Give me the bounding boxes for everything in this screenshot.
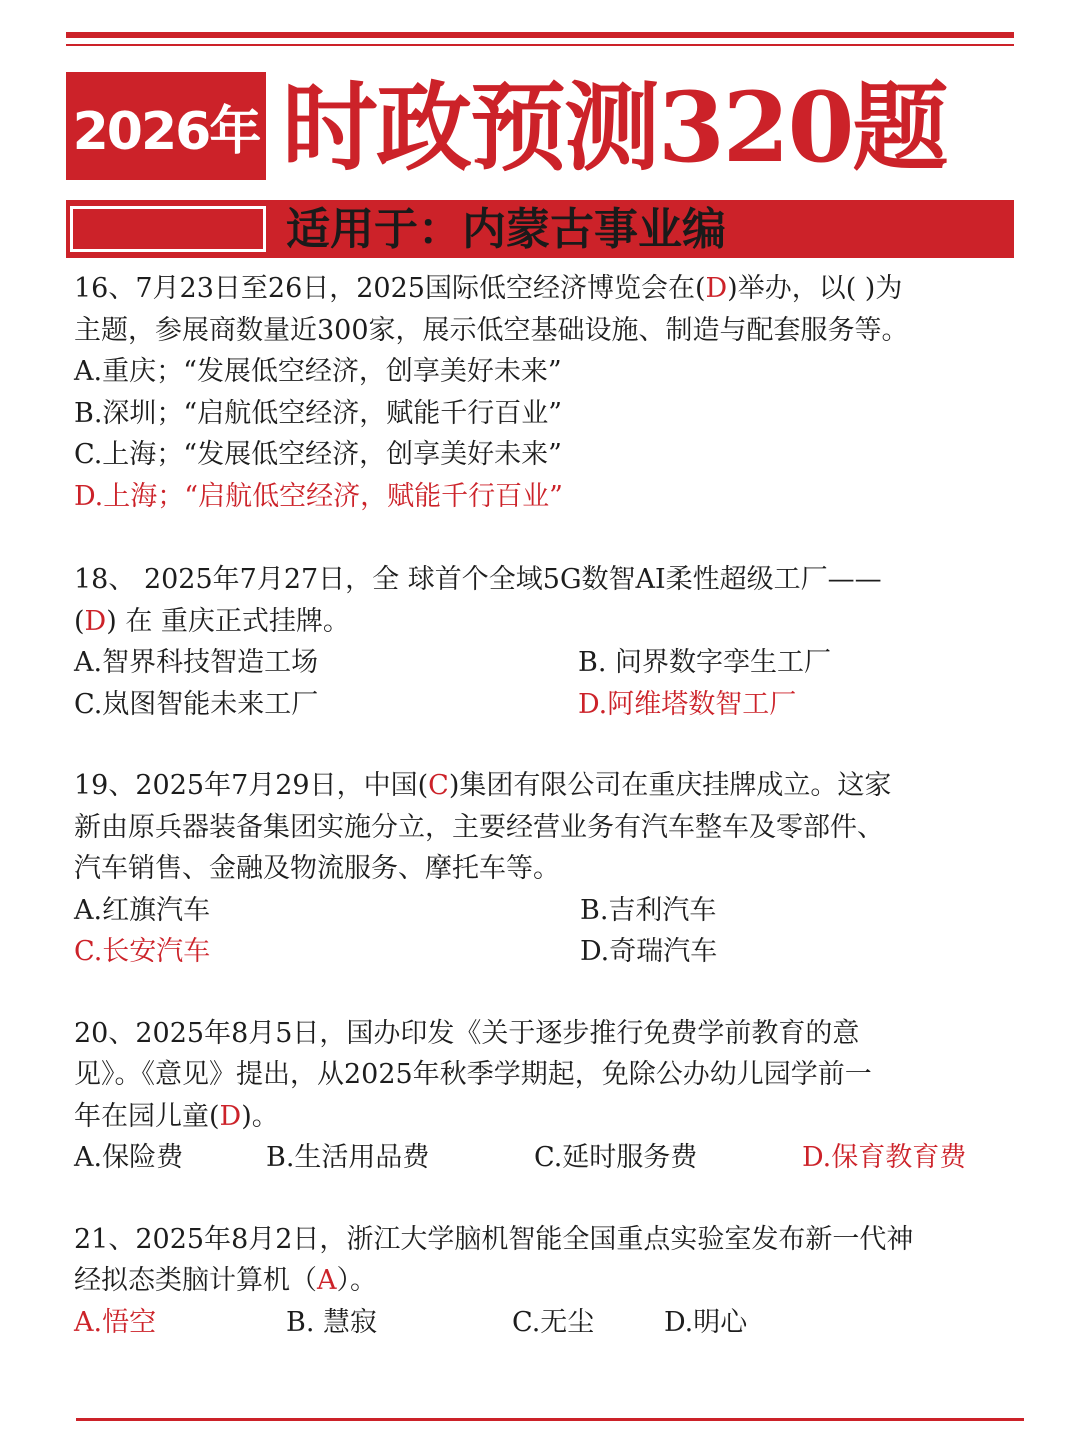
- year-badge: 2026年: [66, 72, 266, 180]
- question-text-line: 16、7月23日至26日，2025国际低空经济博览会在(D)举办，以( )为: [74, 273, 903, 304]
- answer-mark: D: [705, 273, 728, 304]
- subtitle-label: 适用于：内蒙古事业编: [286, 204, 726, 255]
- option-b: B. 慧寂: [286, 1306, 378, 1338]
- question-text-line: 年在园儿童(D)。: [74, 1100, 279, 1132]
- answer-mark: D: [84, 605, 107, 637]
- option-row: [74, 642, 1024, 684]
- spacer: [74, 1179, 1024, 1219]
- page-title: 时政预测320题: [282, 71, 947, 184]
- spacer: [74, 517, 1024, 559]
- option-a: A.红旗汽车: [74, 894, 211, 926]
- question-text-line: 新由原兵器装备集团实施分立，主要经营业务有汽车整车及零部件、: [74, 811, 884, 843]
- question-list: [74, 268, 1024, 1343]
- option-a: A.重庆；“发展低空经济，创享美好未来”: [74, 356, 562, 387]
- option-d-correct: D.上海；“启航低空经济，赋能千行百业”: [74, 480, 563, 512]
- question-text-line: (D) 在 重庆正式挂牌。: [74, 605, 350, 637]
- option-b: B.生活用品费: [266, 1142, 430, 1173]
- option-a: A.智界科技智造工场: [74, 647, 319, 678]
- option-c: C.上海；“发展低空经济，创享美好未来”: [74, 439, 562, 470]
- spacer: [74, 725, 1024, 765]
- option-d-correct: D.阿维塔数智工厂: [578, 688, 797, 720]
- question-text-line: 见》。《意见》提出，从2025年秋季学期起，免除公办幼儿园学前一: [74, 1059, 872, 1090]
- question-text-line: 20、2025年8月5日，国办印发《关于逐步推行免费学前教育的意: [74, 1017, 860, 1049]
- question-16: [74, 268, 1024, 517]
- option-d: D.奇瑞汽车: [580, 936, 718, 967]
- answer-mark: D: [219, 1100, 242, 1132]
- question-text-line: 21、2025年8月2日，浙江大学脑机智能全国重点实验室发布新一代神: [74, 1223, 914, 1255]
- top-rule-thick: [66, 32, 1014, 38]
- question-text-line: 18、 2025年7月27日，全 球首个全域5G数智AI柔性超级工厂——: [74, 564, 882, 595]
- option-b: B.深圳；“启航低空经济，赋能千行百业”: [74, 397, 563, 429]
- question-text-line: 汽车销售、金融及物流服务、摩托车等。: [74, 853, 560, 884]
- bottom-rule: [76, 1418, 1024, 1421]
- option-row: [74, 931, 1024, 973]
- spacer: [74, 973, 1024, 1013]
- option-b: B. 问界数字孪生工厂: [578, 647, 832, 678]
- question-text-line: 主题，参展商数量近300家，展示低空基础设施、制造与配套服务等。: [74, 314, 909, 346]
- question-text-line: 19、2025年7月29日，中国(C)集团有限公司在重庆挂牌成立。这家: [74, 770, 892, 801]
- question-20: [74, 1013, 1024, 1179]
- option-c: C.延时服务费: [534, 1142, 698, 1173]
- option-row: [74, 890, 1024, 932]
- question-21: [74, 1219, 1024, 1344]
- option-d: D.明心: [664, 1306, 748, 1338]
- option-c: C.岚图智能未来工厂: [74, 688, 319, 720]
- top-rule-thin: [66, 44, 1014, 46]
- option-c-correct: C.长安汽车: [74, 936, 211, 967]
- option-a-correct: A.悟空: [74, 1306, 157, 1338]
- option-row: [74, 1137, 1024, 1179]
- answer-mark: A: [317, 1265, 337, 1296]
- question-text-line: 经拟态类脑计算机（A）。: [74, 1265, 377, 1296]
- option-a: A.保险费: [74, 1142, 184, 1173]
- question-19: [74, 765, 1024, 973]
- subtitle-band-frame: [70, 206, 266, 252]
- option-d-correct: D.保育教育费: [802, 1142, 967, 1173]
- question-18: [74, 559, 1024, 725]
- option-row: [74, 1302, 1024, 1344]
- option-b: B.吉利汽车: [580, 894, 717, 926]
- answer-mark: C: [428, 770, 449, 801]
- option-row: [74, 684, 1024, 726]
- option-c: C.无尘: [512, 1306, 595, 1338]
